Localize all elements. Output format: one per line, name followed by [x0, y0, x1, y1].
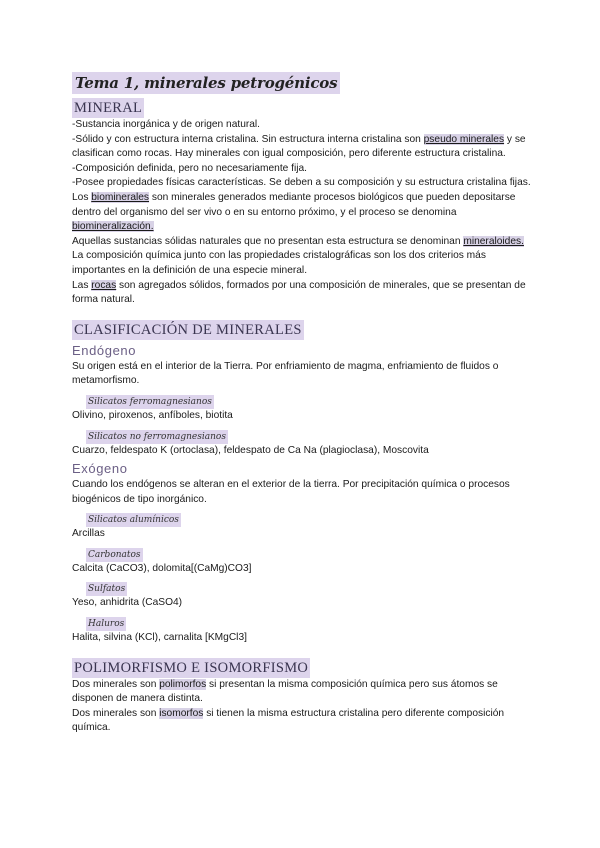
group-title: Silicatos alumínicos [88, 515, 179, 526]
text: Calcita (CaCO3), dolomita[(CaMg)CO3] [72, 562, 252, 574]
paragraph [72, 133, 532, 162]
text: Yeso, anhidrita (CaSO4) [72, 597, 183, 609]
text: Dos minerales son [72, 707, 160, 719]
text: La composición química junto con las propiedades cristalográficas son los dos criterios más importantes en la definición de una especie mineral. [72, 250, 486, 276]
section-heading-clasificacion: CLASIFICACIÓN DE MINERALES [74, 321, 302, 338]
group-title: Sulfatos [88, 584, 126, 595]
paragraph [72, 444, 532, 459]
paragraph [72, 162, 532, 177]
paragraph [72, 707, 532, 736]
text: Las [72, 279, 92, 291]
group-title: Silicatos ferromagnesianos [88, 396, 212, 407]
paragraph [72, 279, 532, 308]
text: Aquellas sustancias sólidas naturales que no presentan esta estructura se denominan [72, 235, 464, 247]
paragraph [72, 631, 532, 646]
group-title: Haluros [88, 619, 125, 630]
highlighted-term: isomorfos [159, 707, 204, 719]
text: Olivino, piroxenos, anfíboles, biotita [72, 409, 233, 421]
subheading-exogeno: Exógeno [72, 461, 128, 477]
group-title: Silicatos no ferromagnesianos [88, 431, 226, 442]
text: -Sustancia inorgánica y de origen natural. [72, 119, 261, 130]
paragraph [72, 478, 532, 507]
document-title: Tema 1, minerales petrogénicos [72, 72, 340, 94]
text: si tienen la misma estructura cristalina pero diferente composición química. [72, 707, 505, 734]
paragraph [72, 527, 532, 542]
highlighted-term: pseudo minerales [423, 133, 505, 145]
subheading-endogeno: Endógeno [72, 342, 137, 358]
section-heading-polimorfismo: POLIMORFISMO E ISOMORFISMO [74, 659, 309, 676]
text: -Composición definida, pero no necesariamente fija. [72, 162, 308, 174]
text: -Posee propiedades físicas características. Se deben a su composición y su estructura cristalina fijas. [72, 177, 531, 189]
text: -Sólido y con estructura interna cristalina. Sin estructura interna cristalina son [72, 133, 424, 145]
paragraph [72, 562, 532, 577]
text: Su origen está en el interior de la Tierra. Por enfriamiento de magma, enfriamiento de fluidos o metamorfismo. [72, 360, 499, 387]
highlighted-term: biomineralización. [72, 221, 154, 233]
paragraph [72, 678, 532, 707]
paragraph [72, 191, 532, 235]
highlighted-term: biominerales [91, 191, 150, 203]
document-content [72, 72, 532, 736]
text: y se clasifican como rocas. Hay minerales con igual composición, pero diferente estructura cristalina. [72, 133, 526, 160]
section-heading-mineral: MINERAL [74, 100, 143, 116]
paragraph [72, 118, 532, 133]
text: Cuarzo, feldespato K (ortoclasa), feldespato de Ca Na (plagioclasa), Moscovita [72, 444, 429, 456]
highlighted-term: polimorfos [159, 678, 207, 690]
text: si presentan la misma composición química pero sus átomos se disponen de manera distinta. [72, 678, 498, 705]
text: son agregados sólidos, formados por una composición de minerales, que se presentan de forma natural. [72, 279, 526, 306]
paragraph [72, 409, 532, 424]
text: son minerales generados mediante procesos biológicos que pueden depositarse dentro del organismo del ser vivo o en su entorno próximo, y el proceso se denomina [72, 191, 516, 218]
text: Halita, silvina (KCl), carnalita [KMgCl3] [72, 632, 247, 644]
paragraph [72, 596, 532, 611]
text: Arcillas [72, 528, 105, 540]
paragraph [72, 235, 532, 279]
highlighted-term: mineraloides. [463, 235, 524, 247]
highlighted-term: rocas [91, 279, 117, 291]
group-title: Carbonatos [88, 549, 141, 560]
text: Cuando los endógenos se alteran en el exterior de la tierra. Por precipitación química o procesos biogénicos de tipo inorgánico. [72, 479, 510, 505]
paragraph [72, 360, 532, 389]
text: Dos minerales son [72, 678, 160, 690]
text: Los [72, 191, 92, 203]
paragraph [72, 176, 532, 191]
